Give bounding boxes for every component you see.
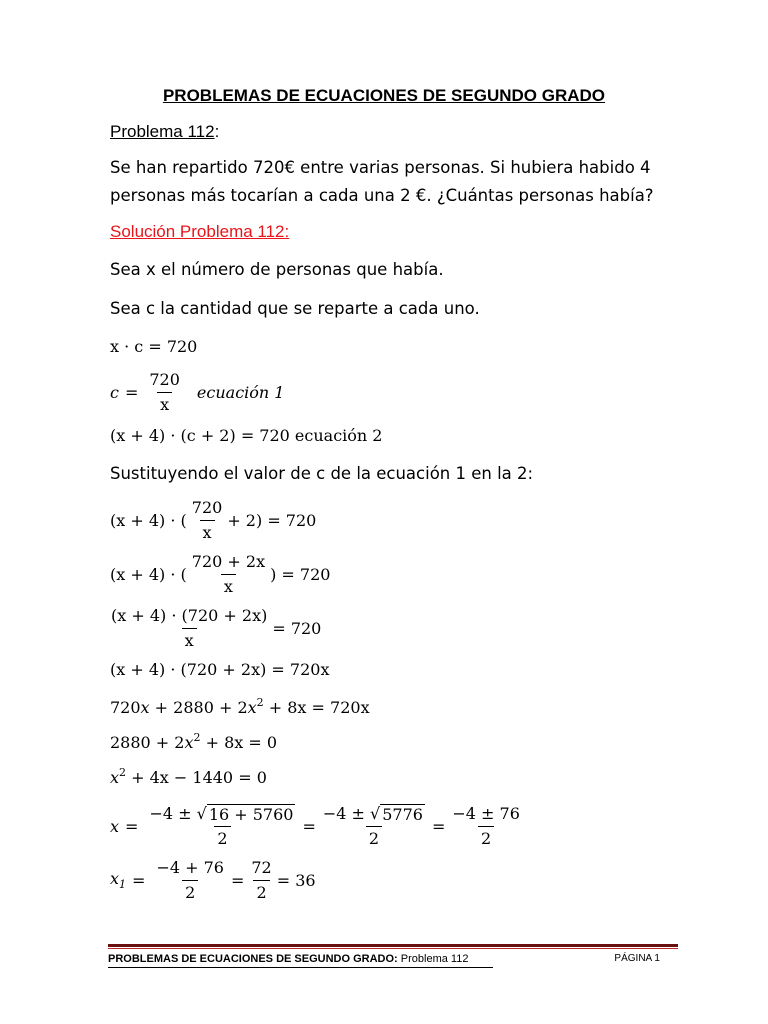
denominator: 2	[366, 826, 382, 848]
problem-statement-line-1: Se han repartido 720€ entre varias personas. Si hubiera habido 4	[110, 158, 651, 177]
numerator-prefix: −4 ±	[322, 804, 371, 824]
step-6	[110, 731, 277, 752]
fraction-root-2	[248, 858, 274, 901]
var-c: c	[110, 382, 119, 402]
numerator: 720	[191, 498, 223, 518]
step-2	[110, 552, 330, 596]
step-2-left: (x + 4) · (	[110, 564, 187, 584]
root-value: = 36	[276, 870, 316, 890]
step-3	[106, 606, 321, 650]
definition-x: Sea x el número de personas que había.	[110, 260, 444, 279]
equals: =	[132, 870, 146, 890]
coef-720: 720	[110, 698, 141, 717]
numerator: −4 ± 76	[452, 804, 520, 824]
numerator: 720 + 2x	[191, 552, 266, 572]
denominator: x	[182, 628, 197, 650]
numerator: 72	[251, 858, 272, 878]
step-6-end: + 8x = 0	[200, 733, 278, 752]
equals: =	[230, 870, 245, 890]
equals: =	[302, 816, 316, 836]
fraction-720-over-x	[146, 370, 183, 413]
step-1-right: + 2) = 720	[227, 510, 317, 530]
definition-c: Sea c la cantidad que se reparte a cada uno.	[110, 299, 480, 318]
numerator	[146, 804, 298, 826]
footer-title: PROBLEMAS DE ECUACIONES DE SEGUNDO GRADO:	[108, 953, 398, 965]
numerator: (x + 4) · (720 + 2x)	[111, 606, 268, 626]
problem-statement-line-2: personas más tocarían a cada una 2 €. ¿Cuántas personas había?	[110, 186, 654, 205]
equation-1-label: ecuación 1	[196, 382, 285, 402]
step-5-end: + 8x = 720x	[263, 698, 370, 717]
substitution-text: Sustituyendo el valor de c de la ecuación 1 en la 2:	[110, 464, 534, 483]
radical-sign-icon: √	[196, 804, 207, 824]
exponent: 2	[119, 766, 127, 779]
problem-colon: :	[214, 122, 220, 141]
denominator: 2	[182, 880, 198, 902]
denominator: 2	[253, 880, 269, 902]
var-x: x	[110, 768, 120, 787]
step-2-right: ) = 720	[270, 564, 331, 584]
quadratic-formula	[110, 802, 525, 850]
var-x: x	[110, 816, 120, 836]
var-x: x	[140, 698, 150, 717]
radicand: 5776	[382, 805, 423, 825]
numerator: −4 + 76	[156, 858, 224, 878]
equals: =	[124, 382, 139, 402]
denominator: x	[157, 392, 172, 414]
fraction-formula-1	[146, 804, 298, 848]
denominator: 2	[478, 826, 494, 848]
equation-2: (x + 4) · (c + 2) = 720 ecuación 2	[110, 426, 383, 445]
denominator: x	[221, 574, 236, 596]
equation-product: x · c = 720	[110, 337, 198, 356]
denominator: 2	[214, 826, 230, 848]
radical-sign-icon: √	[370, 804, 381, 824]
root-x1	[110, 856, 316, 904]
footer-problem: Problema 112	[400, 953, 469, 965]
step-4: (x + 4) · (720 + 2x) = 720x	[110, 660, 330, 679]
fraction-product-over-x	[108, 606, 270, 649]
numerator	[320, 804, 428, 826]
fraction-formula-3	[449, 804, 523, 847]
step-3-right: = 720	[272, 618, 322, 638]
step-5-mid: + 2880 + 2	[149, 698, 248, 717]
step-1	[110, 498, 316, 542]
denominator: x	[200, 520, 215, 542]
problem-label: Problema 112	[110, 122, 215, 141]
exponent: 2	[256, 696, 264, 709]
solution-heading: Solución Problema 112:	[110, 222, 290, 241]
fraction-720plus2x-over-x	[189, 552, 268, 595]
page-title: PROBLEMAS DE ECUACIONES DE SEGUNDO GRADO	[162, 86, 606, 105]
var-x: x	[184, 733, 194, 752]
var-x1: $x_1$	[110, 869, 127, 891]
radicand: 16 + 5760	[208, 805, 294, 825]
square-root	[197, 804, 296, 824]
footer-page: PÁGINA 1	[614, 953, 660, 964]
fraction-720-over-x	[189, 498, 226, 541]
step-6-start: 2880 + 2	[110, 733, 185, 752]
numerator: 720	[149, 370, 180, 390]
fraction-formula-2	[320, 804, 428, 848]
equation-1	[110, 370, 284, 414]
problem-heading	[110, 122, 219, 142]
equals: =	[125, 816, 139, 836]
var-x: x	[247, 698, 257, 717]
footer-rule-red	[108, 948, 678, 949]
step-7-end: + 4x − 1440 = 0	[126, 768, 267, 787]
footer-underline	[108, 967, 493, 968]
step-1-left: (x + 4) · (	[110, 510, 187, 530]
footer	[108, 953, 660, 965]
footer-rule-dark	[108, 944, 678, 947]
exponent: 2	[193, 731, 201, 744]
fraction-root-1	[153, 858, 227, 901]
equals: =	[431, 816, 446, 836]
square-root	[370, 804, 425, 824]
step-7	[110, 766, 267, 787]
step-5	[110, 696, 370, 717]
numerator-prefix: −4 ±	[149, 804, 197, 824]
subscript: 1	[119, 878, 127, 891]
